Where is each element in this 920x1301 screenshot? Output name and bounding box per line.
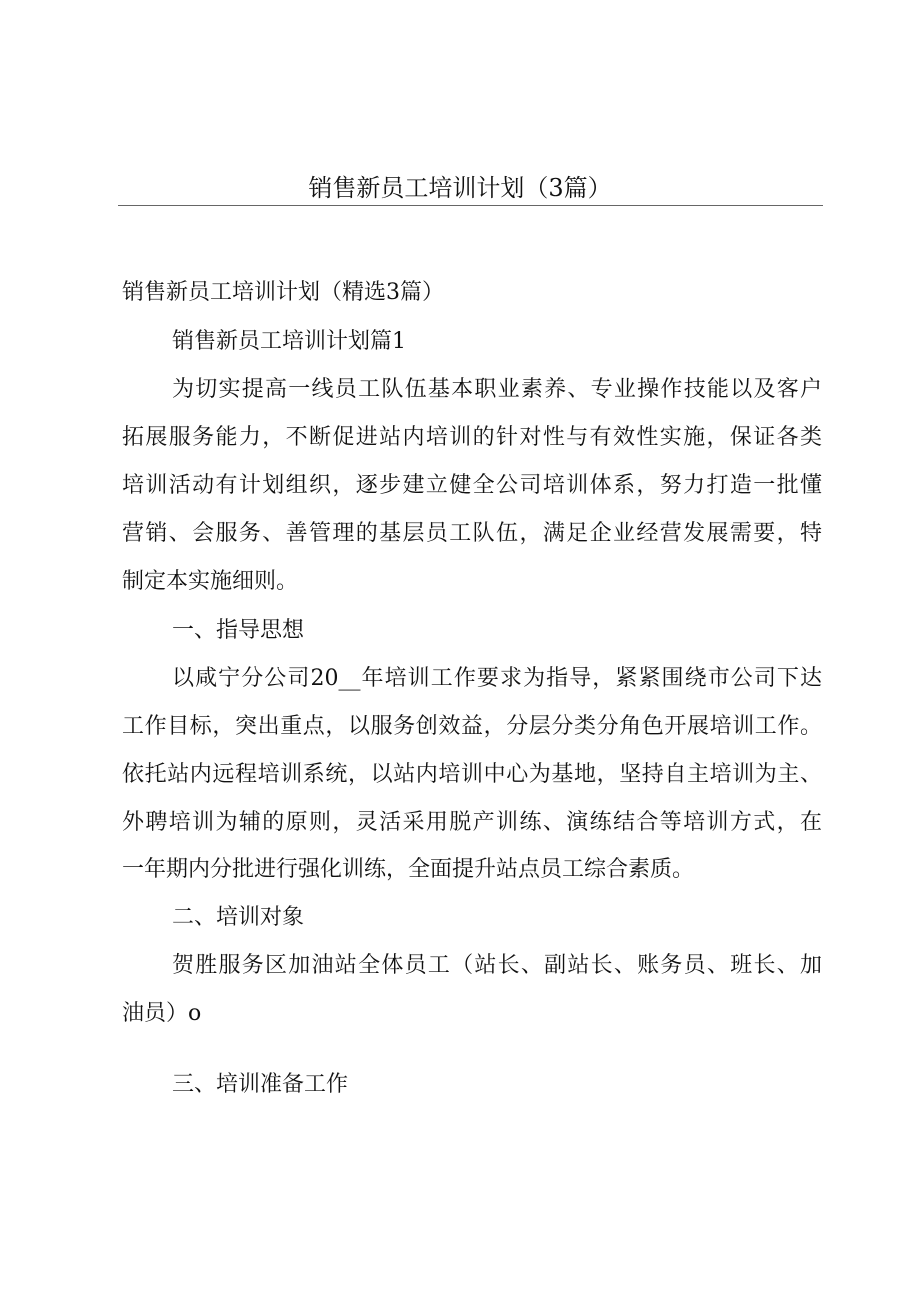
heading-training-targets: 二、培训对象 bbox=[172, 905, 305, 930]
paragraph-line: 拓展服务能力，不断促进站内培训的针对性与有效性实施，保证各类 bbox=[122, 425, 822, 450]
heading-training-preparation: 三、培训准备工作 bbox=[172, 1072, 349, 1097]
paragraph-line: 一年期内分批进行强化训练，全面提升站点员工综合素质。 bbox=[122, 857, 695, 882]
paragraph-line: 制定本实施细则。 bbox=[122, 569, 299, 594]
paragraph-line: 培训活动有计划组织，逐步建立健全公司培训体系，努力打造一批懂 bbox=[122, 473, 822, 498]
paragraph-line: 外聘培训为辅的原则，灵活采用脱产训练、演练结合等培训方式，在 bbox=[122, 810, 822, 835]
paragraph-line: 贺胜服务区加油站全体员工（站长、副站长、账务员、班长、加 bbox=[172, 953, 822, 978]
heading-guiding-ideology: 一、指导思想 bbox=[172, 618, 305, 643]
section-title: 销售新员工培训计划篇1 bbox=[172, 329, 406, 354]
document-title: 销售新员工培训计划（3篇） bbox=[308, 174, 612, 202]
paragraph-line: 油员）o bbox=[122, 1001, 202, 1026]
paragraph-line: 工作目标，突出重点，以服务创效益，分层分类分角色开展培训工作。 bbox=[122, 714, 822, 739]
paragraph-line: 以咸宁分公司20__年培训工作要求为指导，紧紧围绕市公司下达 bbox=[172, 666, 822, 691]
paragraph-line: 依托站内远程培训系统，以站内培训中心为基地，坚持自主培训为主、 bbox=[122, 762, 822, 787]
title-divider bbox=[118, 205, 823, 206]
subtitle: 销售新员工培训计划（精选3篇） bbox=[122, 280, 444, 305]
paragraph-line: 为切实提高一线员工队伍基本职业素养、专业操作技能以及客户 bbox=[172, 377, 822, 402]
paragraph-line: 营销、会服务、善管理的基层员工队伍，满足企业经营发展需要，特 bbox=[122, 521, 822, 546]
